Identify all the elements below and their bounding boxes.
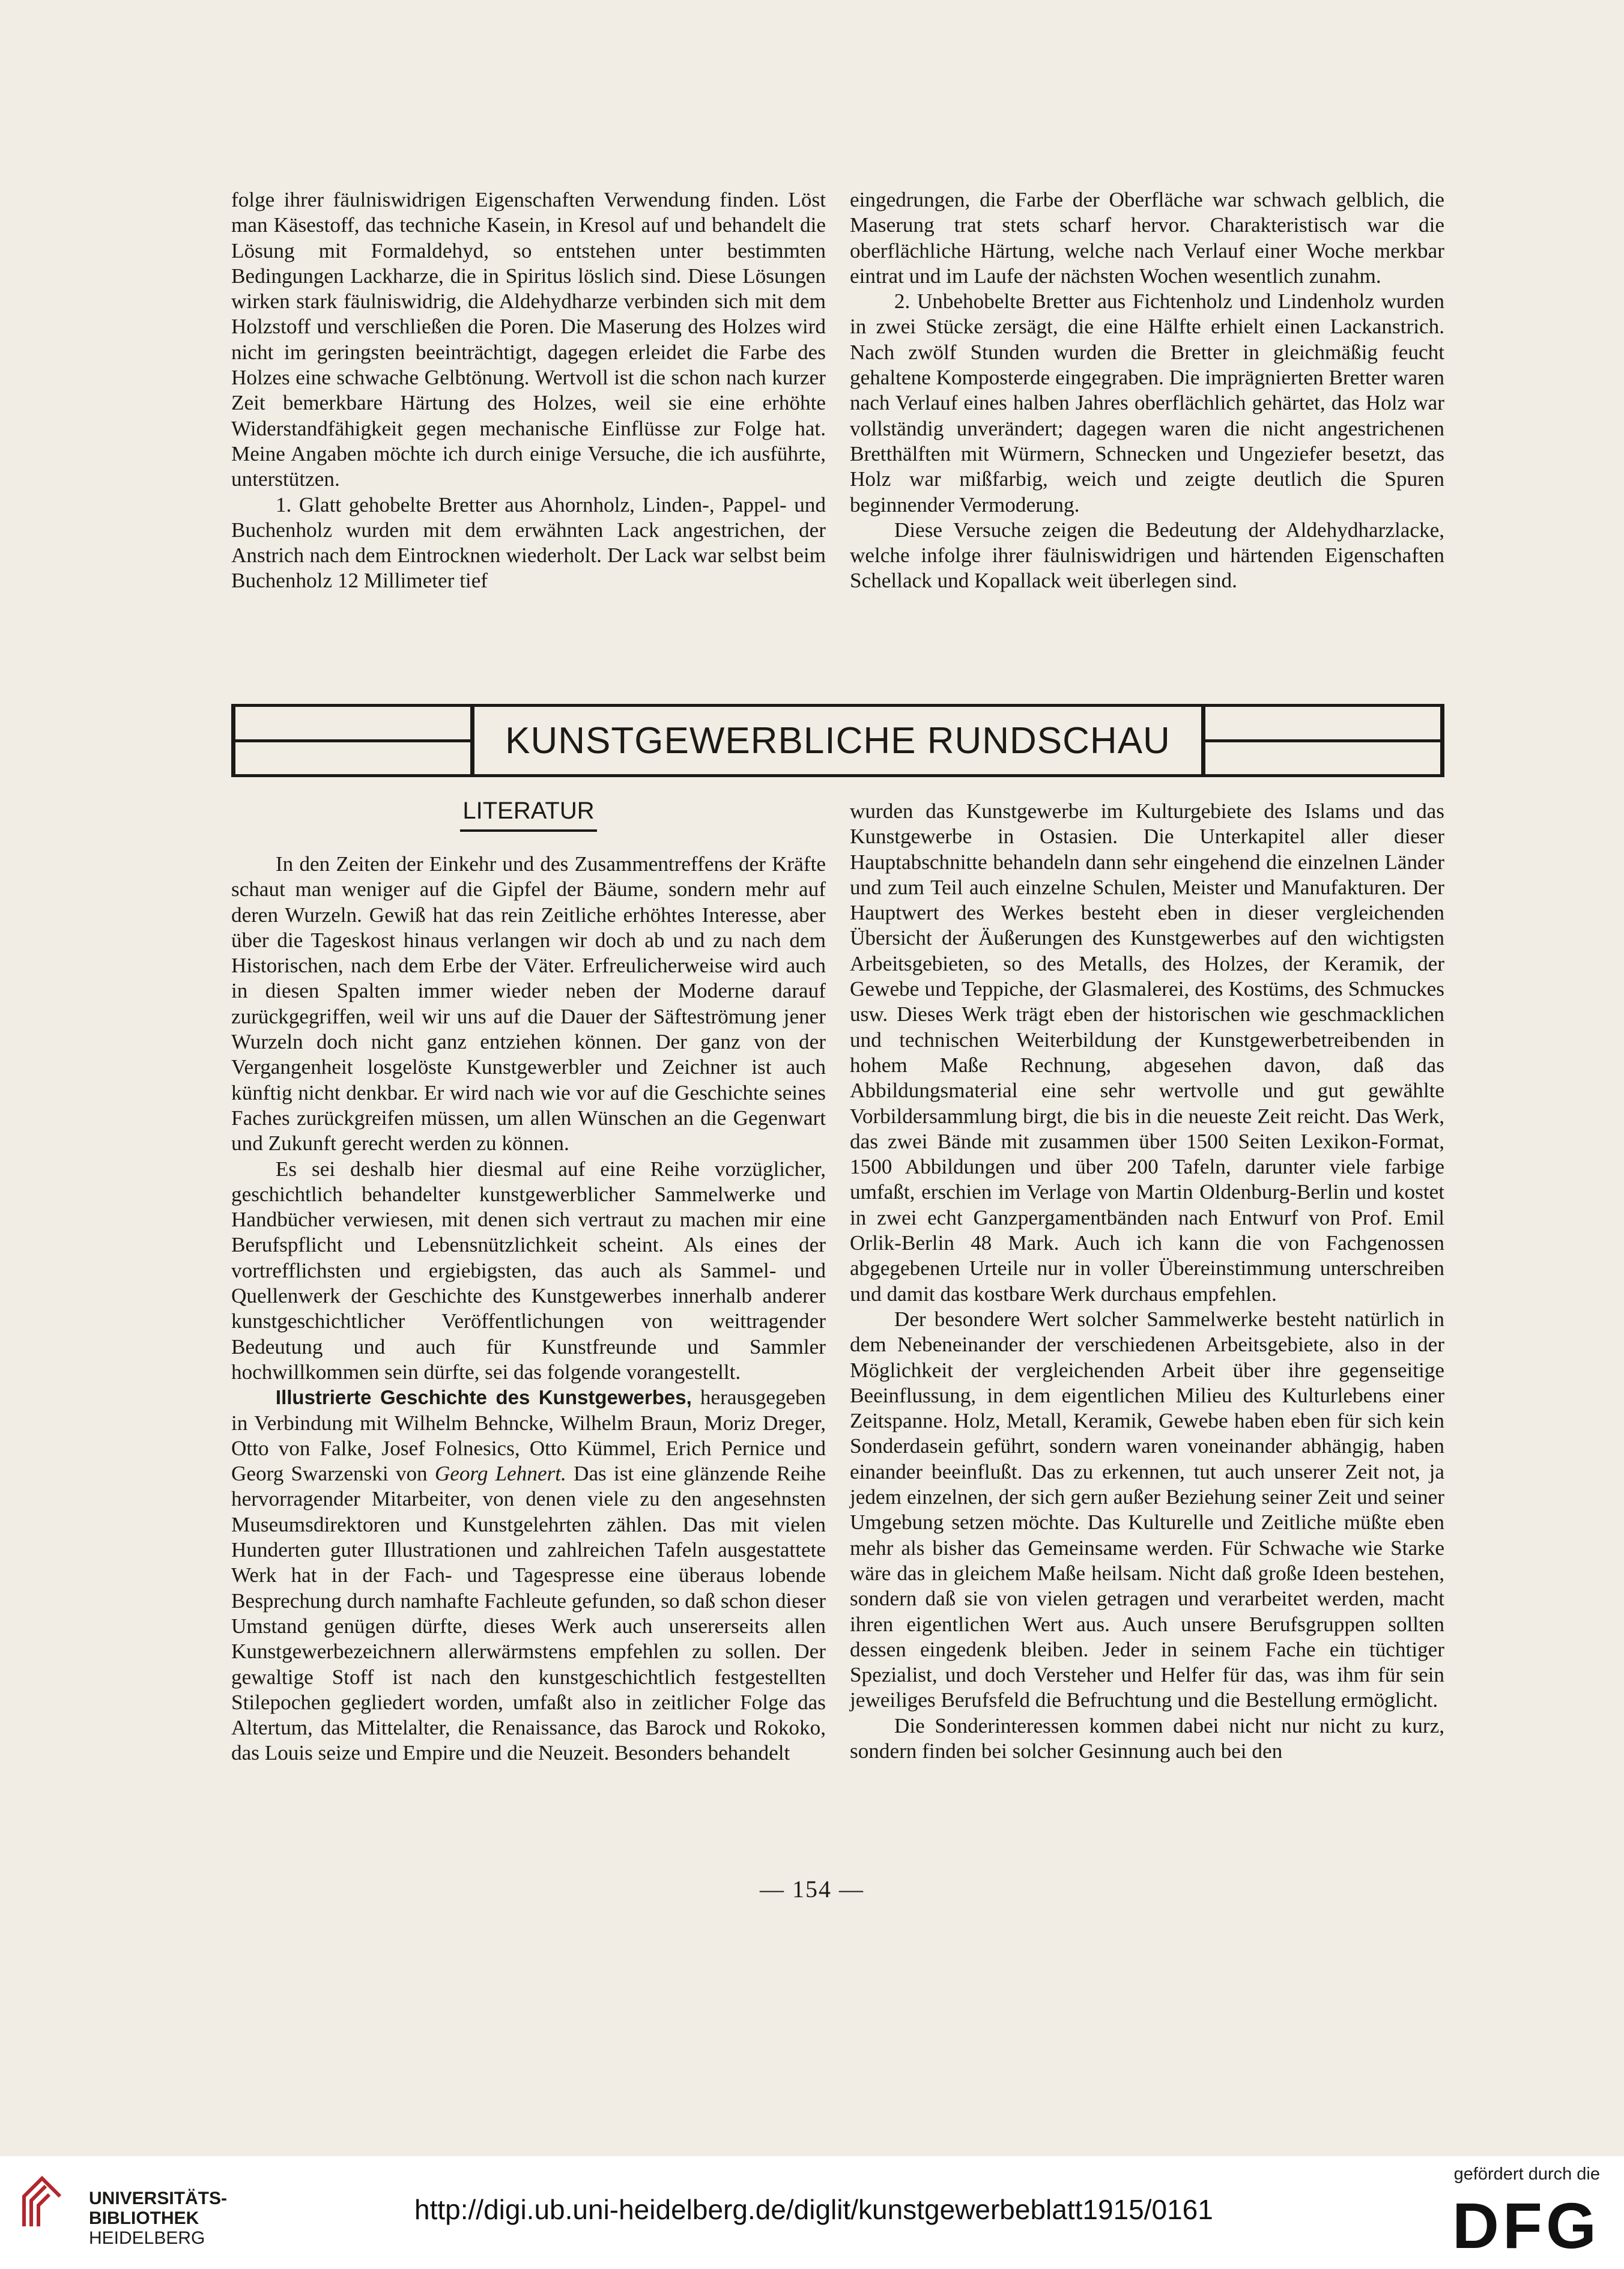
book-title: Illustrierte Geschichte des Kunstgewerbes, bbox=[275, 1386, 692, 1409]
subsection-heading-text: LITERATUR bbox=[460, 798, 596, 832]
book-editors: herausgegeben in Verbindung mit Wilhelm Behncke, Wilhelm Braun, Moriz Dreger, Otto von Falke, Josef Folnesics, Otto Kümmel, Erich Pernice und Georg Swarzenski von bbox=[231, 1386, 826, 1486]
banner-right-rule bbox=[1204, 739, 1444, 742]
library-name-line2: BIBLIOTHEK bbox=[89, 2208, 199, 2228]
library-name-line1: UNIVERSITÄTS- bbox=[89, 2189, 228, 2208]
banner-top-rule bbox=[231, 704, 1444, 707]
book-author: Georg Lehnert. bbox=[434, 1462, 566, 1486]
article-column-right bbox=[850, 187, 1444, 594]
section-banner bbox=[231, 704, 1444, 778]
library-emblem-icon bbox=[18, 2169, 66, 2235]
page-number: — 154 — bbox=[760, 1876, 864, 1903]
library-name bbox=[89, 2189, 227, 2248]
digitization-footer bbox=[0, 2156, 1624, 2269]
paragraph: Der besondere Wert solcher Sammelwerke besteht natürlich in dem Nebeneinander der verschiedenen Arbeitsgebiete, also in der Möglichkeit der vergleichenden Arbeit über ihre gegenseitige Beeinflussung, in dem eigentlichen Milieu des Kulturlebens einer Zeitspanne. Holz, Metall, Keramik, Gewebe haben eben für sich kein Sonderdasein geführt, sondern waren voneinander abhängig, haben einander beeinflußt. Das zu erkennen, tut auch unserer Zeit not, ja jedem einzelnen, der sich gern außer Beziehung seiner Zeit und seiner Umgebung setzen möchte. Das Kulturelle und Zeitliche müßte eben mehr als bisher das Gemeinsame werden. Für Schwache wie Starke wäre das in gleichem Maße heilsam. Nicht daß große Ideen bestehen, sondern daß sie von vielen getragen und verarbeitet werden, macht ihren eigentlichen Wert aus. Auch unsere Berufsgruppen sollten dessen eingedenk bleiben. Jeder in seinem Fache ein tüchtiger Spezialist, und doch Versteher und Helfer für das, was ihm für sein jeweiliges Berufsfeld die Befruchtung und die Bestellung ermöglicht. bbox=[850, 1307, 1444, 1712]
paragraph: Die Sonderinteressen kommen dabei nicht nur nicht zu kurz, sondern finden bei solcher Gesinnung auch bei den bbox=[850, 1713, 1444, 1763]
permalink-url[interactable]: http://digi.ub.uni-heidelberg.de/diglit/kunstgewerbeblatt1915/0161 bbox=[414, 2194, 1213, 2225]
book-review-text: Das ist eine glänzende Reihe hervorragender Mitarbeiter, von denen viele zu den angesehnsten Museumsdirektoren und Kunstgelehrten zählen. Das mit vielen Hunderten guter Illustrationen und zahlreichen Tafeln ausgestattete Werk hat in der Fach- und Tagespresse eine überaus lobende Besprechung durch namhafte Fachleute gefunden, so daß schon dieser Umstand genügen dürfte, dieses Werk auch unsererseits allen Kunstgewerbezeichnern allerwärmstens empfehlen zu sollen. Der gewaltige Stoff ist nach den kunstgeschichtlich festgestellten Stilepochen gegliedert worden, umfaßt also in zeitlicher Folge das Altertum, das Mittelalter, die Renaissance, das Barock und Rokoko, das Louis seize und Empire und die Neuzeit. Besonders behandelt bbox=[231, 1462, 826, 1765]
paragraph: 1. Glatt gehobelte Bretter aus Ahornholz, Linden-, Pappel- und Buchenholz wurden mit dem erwähnten Lack angestrichen, der Anstrich nach dem Eintrocknen wiederholt. Der Lack war selbst beim Buchenholz 12 Millimeter tief bbox=[231, 492, 826, 593]
article-column-left bbox=[231, 187, 826, 594]
subsection-heading bbox=[231, 798, 826, 832]
paragraph: In den Zeiten der Einkehr und des Zusammentreffens der Kräfte schaut man weniger auf die Gipfel der Bäume, sondern mehr auf deren Wurzeln. Gewiß hat das rein Zeitliche erhöhtes Interesse, aber über die Tageskost hinaus verlangen wir doch ab und zu nach dem Historischen, nach dem Erbe der Väter. Erfreulicherweise wird auch in diesen Spalten immer wieder neben der Moderne darauf zurückgegriffen, weil wir uns auf die Dauer der Säfteströmung jener Wurzeln doch nicht ganz entziehen können. Der ganz von der Vergangenheit losgelöste Kunstgewerbler und Zeichner ist auch künftig nicht denkbar. Er wird nach wie vor auf die Geschichte seines Faches zurückgreifen müssen, um allen Wünschen an die Gegenwart und Zukunft gerecht werden zu können. bbox=[231, 852, 826, 1156]
paragraph: Es sei deshalb hier diesmal auf eine Reihe vorzüglicher, geschichtlich behandelter kunstgewerblicher Sammelwerke und Handbücher verwiesen, mit denen sich vertraut zu machen mir eine Berufspflicht und Lebensnützlichkeit scheint. Als eines der vortrefflichsten und ergiebigsten, das auch als Sammel- und Quellenwerk der Geschichte des Kunstgewerbes innerhalb anderer kunstgeschichtlicher Veröffentlichungen von weittragender Bedeutung und auch für Kunstfreunde und Sammler hochwillkommen sein dürfte, sei das folgende vorangestellt. bbox=[231, 1157, 826, 1384]
funding-label: gefördert durch die bbox=[1453, 2164, 1600, 2184]
banner-left-rule bbox=[231, 739, 471, 742]
paragraph: eingedrungen, die Farbe der Oberfläche war schwach gelblich, die Maserung trat stets scharf hervor. Charakteristisch war die oberflächliche Härtung, welche nach Verlauf einer Woche merkbar eintrat und im Laufe der nächsten Wochen wesentlich zunahm. bbox=[850, 188, 1444, 288]
banner-divider-left bbox=[470, 704, 474, 777]
banner-divider-right bbox=[1201, 704, 1205, 777]
book-review-paragraph bbox=[231, 1385, 826, 1766]
library-logo[interactable] bbox=[18, 2169, 228, 2248]
paragraph: 2. Unbehobelte Bretter aus Fichtenholz und Lindenholz wurden in zwei Stücke zersägt, die eine Hälfte erhielt einen Lackanstrich. Nach zwölf Stunden wurden die Bretter in gleichmäßig feucht gehaltene Komposterde eingegraben. Die imprägnierten Bretter waren nach Verlauf eines halben Jahres oberflächlich gehärtet, das Holz war vollständig unverändert; dagegen waren die nicht angestrichenen Bretthälften mit Würmern, Schnecken und Ungeziefer besetzt, das Holz war mißfarbig, weich und zeigte deutlich die Spuren beginnender Vermoderung. bbox=[850, 289, 1444, 517]
section-title: KUNSTGEWERBLICHE RUNDSCHAU bbox=[505, 719, 1171, 762]
dfg-logo[interactable]: DFG bbox=[1452, 2189, 1600, 2262]
library-name-line3: HEIDELBERG bbox=[89, 2228, 205, 2248]
banner-bottom-rule bbox=[231, 774, 1444, 777]
paragraph: Diese Versuche zeigen die Bedeutung der Aldehydharzlacke, welche infolge ihrer fäulniswidrigen und härtenden Eigenschaften Schellack und Kopallack weit überlegen sind. bbox=[850, 518, 1444, 593]
literatur-column-left bbox=[231, 852, 826, 1766]
paragraph: folge ihrer fäulniswidrigen Eigenschaften Verwendung finden. Löst man Käsestoff, das techniche Kasein, in Kresol auf und behandelt die Lösung mit Formaldehyd, so entstehen unter bestimmten Bedingungen Lackharze, die in Spiritus löslich sind. Diese Lösungen wirken stark fäulniswidrig, die Aldehydharze verbinden sich mit dem Holzstoff und verschließen die Poren. Die Maserung des Holzes wird nicht im geringsten beeinträchtigt, dagegen erleidet die Farbe des Holzes eine schwache Gelbtönung. Wertvoll ist die schon nach kurzer Zeit bemerkbare Härtung des Holzes, weil sie eine erhöhte Widerstandfähigkeit gegen mechanische Einflüsse zur Folge hat. Meine Angaben möchte ich durch einige Versuche, die ich ausführte, unterstützen. bbox=[231, 188, 826, 491]
literatur-column-right bbox=[850, 799, 1444, 1764]
paragraph: wurden das Kunstgewerbe im Kulturgebiete des Islams und das Kunstgewerbe in Ostasien. Die Unterkapitel aller dieser Hauptabschnitte behandeln dann sehr eingehend die einzelnen Länder und zum Teil auch einzelne Schulen, Meister und Manufakturen. Der Hauptwert des Werkes besteht eben in dieser vergleichenden Übersicht der Äußerungen des Kunstgewerbes auf den wichtigsten Arbeitsgebieten, so des Metalls, des Holzes, der Keramik, der Gewebe und Teppiche, der Glasmalerei, des Kostüms, des Schmuckes usw. Dieses Werk trägt eben der historischen wie geschmacklichen und technischen Weiterbildung der Kunstgewerbetreibenden in hohem Maße Rechnung, abgesehen davon, daß das Abbildungsmaterial eine sehr wertvolle und gut gewählte Vorbildersammlung birgt, die bis in die neueste Zeit reicht. Das Werk, das zwei Bände mit zusammen über 1500 Seiten Lexikon-Format, 1500 Abbildungen und über 200 Tafeln, darunter viele farbige umfaßt, erschien im Verlage von Martin Oldenburg-Berlin und kostet in zwei echt Ganzpergamentbänden nach Entwurf von Prof. Emil Orlik-Berlin 48 Mark. Auch ich kann die von Fachgenossen abgegebenen Urteile nur in voller Übereinstimmung unterschreiben und damit das kostbare Werk durchaus empfehlen. bbox=[850, 799, 1444, 1306]
